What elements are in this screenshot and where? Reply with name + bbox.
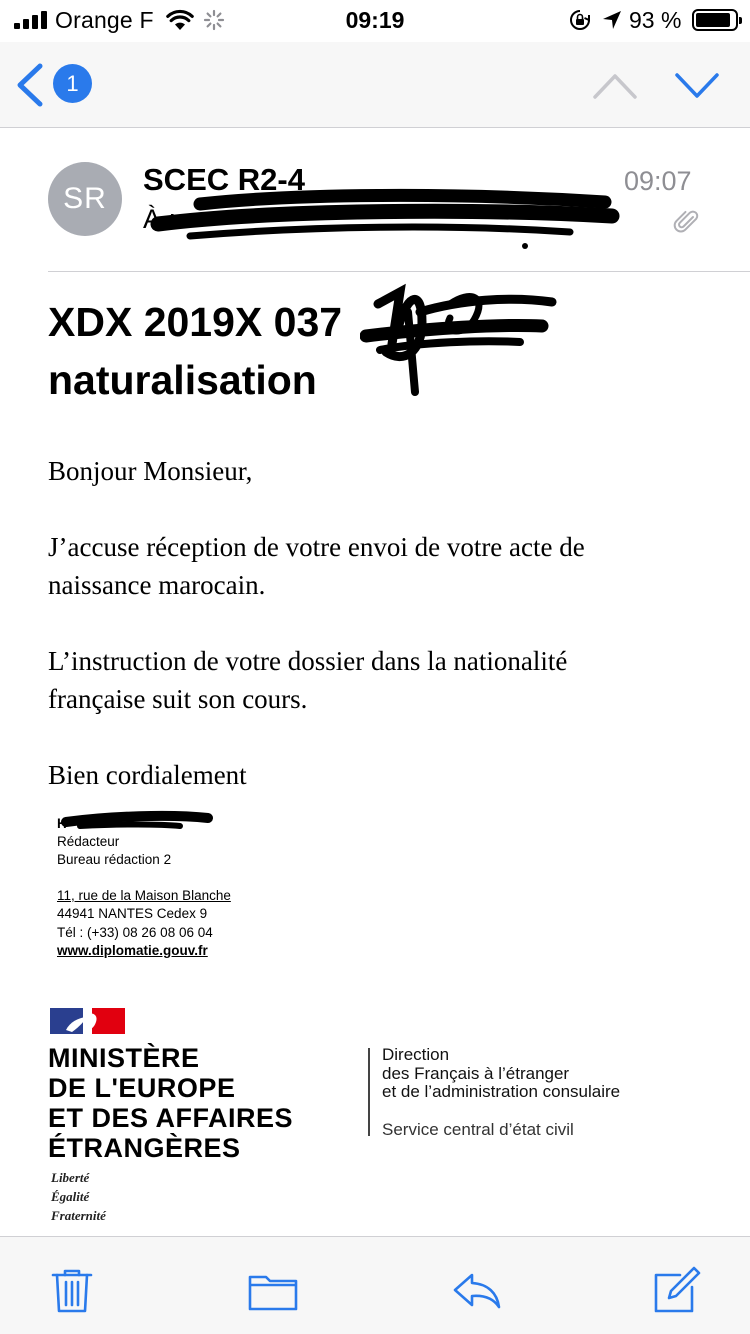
ministry-line-4: ÉTRANGÈRES — [48, 1133, 241, 1163]
signature-address-line-2: 44941 NANTES Cedex 9 — [57, 906, 208, 921]
folder-icon[interactable] — [248, 1265, 298, 1315]
message-time: 09:07 — [624, 166, 692, 196]
signature-name: H — [57, 816, 67, 831]
signature-redaction-mark — [60, 810, 215, 832]
signature-address-line-1[interactable]: 11, rue de la Maison Blanche — [57, 888, 231, 903]
paragraph-1-line-2: naissance marocain. — [48, 570, 266, 600]
message-subject — [48, 293, 688, 409]
motto-fraternite: Fraternité — [51, 1208, 106, 1223]
reply-icon[interactable] — [452, 1265, 502, 1315]
back-chevron-icon[interactable] — [14, 62, 46, 108]
location-arrow-icon — [601, 9, 623, 31]
marianne-flag-logo — [50, 1008, 125, 1034]
previous-message-chevron-icon[interactable] — [592, 67, 638, 103]
battery-icon — [692, 9, 738, 31]
subject-line-1: XDX 2019X 037 — [48, 299, 343, 345]
signature-title: Rédacteur — [57, 834, 120, 849]
greeting-text: Bonjour Monsieur, — [48, 456, 253, 486]
header-separator — [48, 271, 750, 272]
direction-line-1: Direction — [382, 1045, 450, 1064]
ministry-line-1: MINISTÈRE — [48, 1043, 200, 1073]
signature-website-link[interactable]: www.diplomatie.gouv.fr — [57, 943, 208, 958]
paperclip-icon — [673, 208, 701, 236]
direction-name — [382, 1046, 620, 1102]
signature-phone[interactable]: Tél : (+33) 08 26 08 06 04 — [57, 925, 213, 940]
signature-bureau: Bureau rédaction 2 — [57, 852, 172, 867]
trash-icon[interactable] — [47, 1265, 97, 1315]
paragraph-1 — [48, 528, 585, 604]
direction-line-3: et de l’administration consulaire — [382, 1082, 621, 1101]
motto-egalite: Égalité — [51, 1189, 90, 1204]
service-name: Service central d’état civil — [382, 1120, 574, 1139]
paragraph-2-line-2: française suit son cours. — [48, 684, 308, 714]
orientation-lock-icon — [569, 9, 591, 31]
bottom-toolbar — [0, 1236, 750, 1334]
closing-text: Bien cordialement — [48, 760, 247, 790]
logo-divider — [368, 1048, 370, 1136]
sender-name[interactable]: SCEC R2-4 — [143, 162, 305, 197]
paragraph-2 — [48, 642, 567, 718]
sender-avatar[interactable]: SR — [48, 162, 122, 236]
status-time: 09:19 — [345, 7, 405, 33]
direction-line-2: des Français à l’étranger — [382, 1063, 570, 1083]
unread-count-badge[interactable]: 1 — [53, 64, 92, 103]
subject-line-2: naturalisation — [48, 357, 317, 403]
paragraph-1-line-1: J’accuse réception de votre envoi de votre acte de — [48, 532, 585, 562]
ministry-line-2: DE L'EUROPE — [48, 1073, 236, 1103]
navigation-bar — [0, 42, 750, 128]
next-message-chevron-icon[interactable] — [674, 67, 720, 103]
ministry-line-3: ET DES AFFAIRES — [48, 1103, 294, 1133]
battery-percent: 93 % — [629, 7, 682, 33]
motto-liberte: Liberté — [51, 1170, 90, 1185]
republic-motto — [51, 1168, 106, 1225]
status-bar — [0, 0, 750, 42]
recipient-line[interactable]: À : — [143, 204, 177, 234]
paragraph-2-line-1: L’instruction de votre dossier dans la nationalité — [48, 646, 568, 676]
compose-icon[interactable] — [652, 1265, 702, 1315]
carrier-name: Orange F — [55, 7, 154, 33]
ministry-name — [48, 1043, 293, 1163]
